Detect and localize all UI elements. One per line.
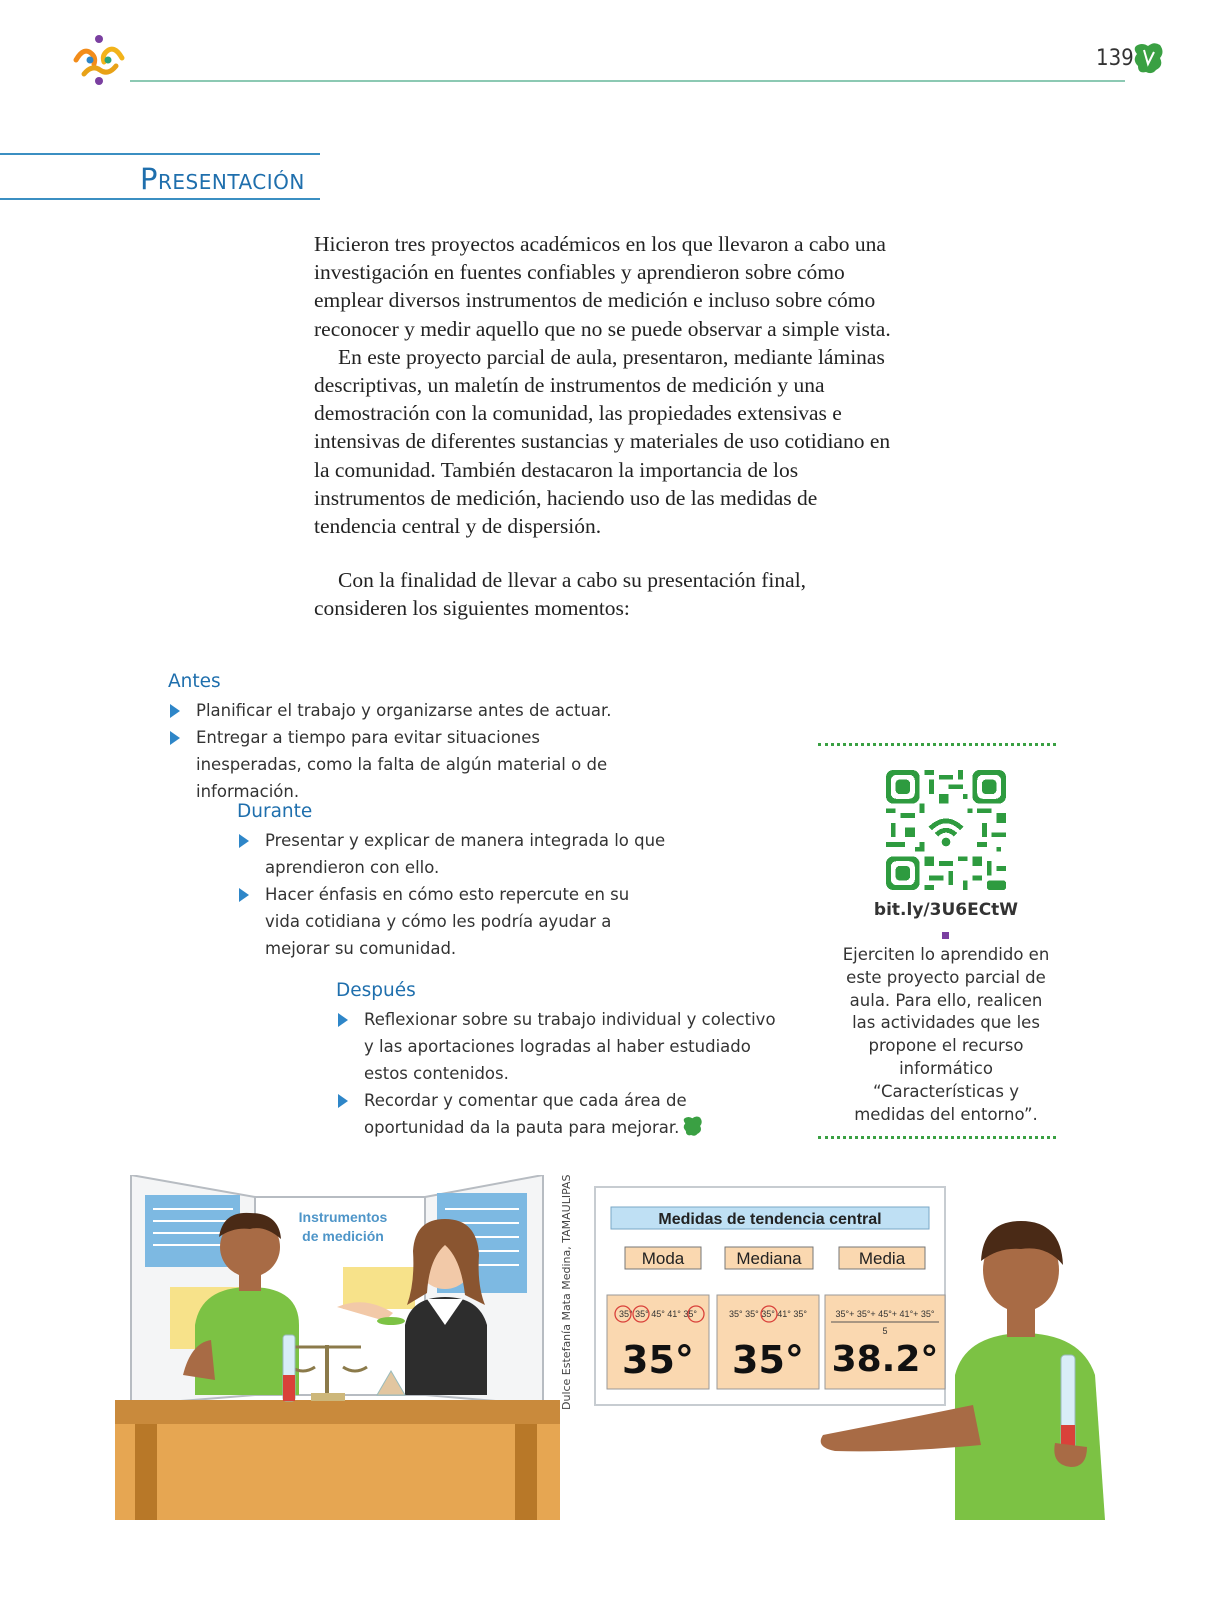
col-data-mediana: 35° 35° 35° 41° 35°: [728, 1309, 808, 1319]
section-title: Presentación: [140, 162, 305, 196]
title-rule-bottom: [0, 198, 320, 200]
result-mediana: 35°: [732, 1338, 804, 1382]
header-rule: [130, 80, 1125, 82]
triangle-bullet-icon: [338, 1094, 348, 1108]
result-media: 38.2°: [831, 1339, 939, 1380]
durante-title: Durante: [237, 801, 313, 822]
purple-square-icon: [942, 932, 949, 939]
list-item: Presentar y explicar de manera integrada lo que aprendieron con ello.: [237, 827, 667, 881]
triangle-bullet-icon: [170, 731, 180, 745]
festival-figure-icon: [70, 34, 130, 86]
illustration: [115, 1175, 1125, 1520]
antes-title: Antes: [168, 671, 221, 692]
triangle-bullet-icon: [239, 834, 249, 848]
triangle-bullet-icon: [170, 704, 180, 718]
board-title-line1: Instrumentos: [298, 1209, 388, 1225]
board-title-line2: de medición: [302, 1228, 384, 1244]
result-moda: 35°: [622, 1338, 694, 1382]
triangle-bullet-icon: [239, 888, 249, 902]
col-data-media: 35°+ 35°+ 45°+ 41°+ 35°: [835, 1309, 935, 1319]
page-number: 139: [1096, 46, 1134, 71]
green-leaf-icon: [682, 1114, 704, 1138]
paragraph-3: Con la finalidad de llevar a cabo su presentación final, consideren los siguientes momentos:: [314, 568, 807, 621]
list-item: Reflexionar sobre su trabajo individual y colectivo y las aportaciones logradas al haber estudiado estos contenidos.: [336, 1006, 776, 1087]
list-item: Recordar y comentar que cada área de oportunidad da la pauta para mejorar.: [336, 1087, 776, 1141]
durante-list: [237, 827, 667, 962]
list-item: Entregar a tiempo para evitar situaciones inesperadas, como la falta de algún material o de información.: [168, 724, 648, 805]
col-header-mediana: Mediana: [736, 1249, 802, 1268]
paragraph-1: Hicieron tres proyectos académicos en los que llevaron a cabo una investigación en fuentes confiables y aprendieron sobre cómo emplear diversos instrumentos de medición e incluso sobre cómo reconocer y medir aquello que no se puede observar a simple vista.: [314, 232, 891, 341]
dotted-divider-bottom: [818, 1136, 1056, 1139]
despues-title: Después: [336, 980, 416, 1001]
illustration-credit: Dulce Estefanía Mata Medina, TAMAULIPAS: [560, 1174, 573, 1410]
antes-list: [168, 697, 648, 805]
triangle-bullet-icon: [338, 1013, 348, 1027]
green-leaf-icon: [1132, 40, 1166, 76]
qr-code[interactable]: [886, 770, 1006, 890]
despues-list: [336, 1006, 776, 1141]
col-header-media: Media: [858, 1249, 906, 1268]
col-header-moda: Moda: [641, 1249, 685, 1268]
table-title: Medidas de tendencia central: [658, 1211, 882, 1228]
qr-url[interactable]: bit.ly/3U6ECtW: [873, 900, 1019, 920]
body-text: [314, 230, 904, 623]
dotted-divider-top: [818, 743, 1056, 746]
title-rule-top: [0, 153, 320, 155]
qr-description: Ejerciten lo aprendido en este proyecto parcial de aula. Para ello, realicen las actividades que les propone el recurso informático “Características y medidas del entorno”.: [842, 945, 1050, 1124]
paragraph-2: En este proyecto parcial de aula, presentaron, mediante láminas descriptivas, un maletín de instrumentos de medición y una demostración con la comunidad, las propiedades extensivas e intensivas de diferentes sustancias y materiales de uso cotidiano en la comunidad. También destacaron la importancia de los instrumentos de medición, haciendo uso de las medidas de tendencia central y de dispersión.: [314, 344, 891, 539]
list-item: Hacer énfasis en cómo esto repercute en su vida cotidiana y cómo les podría ayudar a mejorar su comunidad.: [237, 881, 667, 962]
col-data-moda: 35° 35° 45° 41° 35°: [618, 1309, 698, 1319]
list-item: Planificar el trabajo y organizarse antes de actuar.: [168, 697, 648, 724]
col-divisor-media: 5: [882, 1326, 888, 1336]
